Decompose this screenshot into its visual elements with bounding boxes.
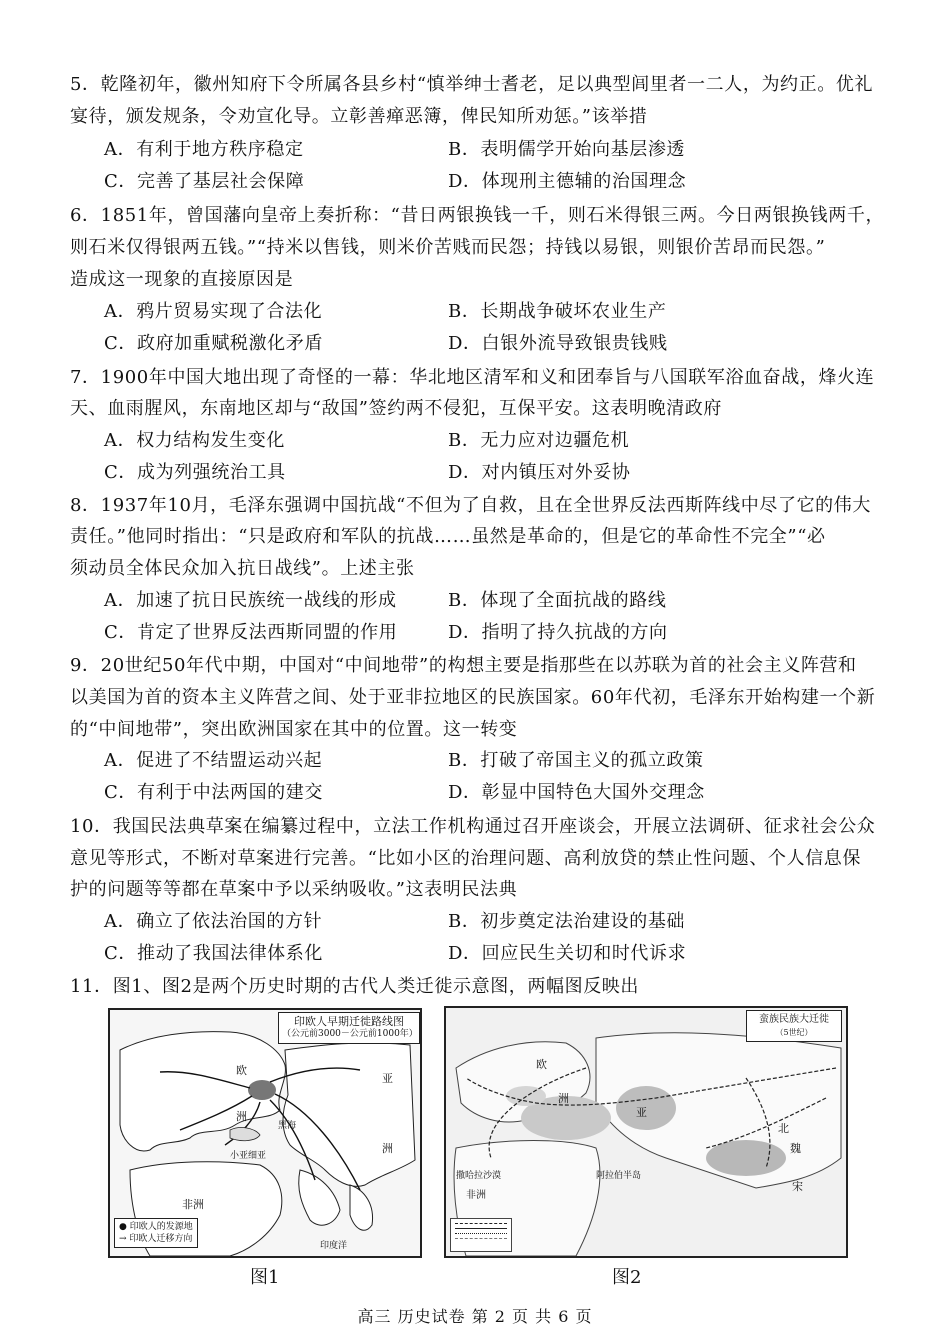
map-2-label-europe-1: 欧 [536, 1058, 547, 1071]
q8-option-d: D．指明了持久抗战的方向 [448, 622, 668, 643]
map-1-label-black-sea: 黑海 [278, 1121, 297, 1131]
q6-line-3: 造成这一现象的直接原因是 [70, 269, 294, 290]
figure-1-caption: 图1 [250, 1267, 280, 1288]
arrow-swatch-icon: → [119, 1234, 127, 1244]
map-2-label-europe-2: 洲 [558, 1092, 569, 1105]
q7-option-d: D．对内镇压对外妥协 [448, 462, 631, 483]
q8-line-3: 须动员全体民众加入抗日战线”。上述主张 [70, 558, 415, 579]
q11-line-1: 11．图1、图2是两个历史时期的古代人类迁徙示意图，两幅图反映出 [70, 976, 640, 997]
q9-line-3: 的“中间地带”，突出欧洲国家在其中的位置。这一转变 [70, 719, 518, 740]
map-2-label-wei: 魏 [790, 1142, 801, 1155]
map-2-label-sahara: 撒哈拉沙漠 [456, 1171, 502, 1181]
q9-option-b: B．打破了帝国主义的孤立政策 [448, 750, 704, 771]
map-1-title-box [278, 1012, 420, 1044]
map-1-legend-item-direction [119, 1233, 193, 1245]
q6-option-a: A．鸦片贸易实现了合法化 [104, 301, 323, 322]
q7-line-2: 天、血雨腥风，东南地区却与“敌国”签约两不侵犯，互保平安。这表明晚清政府 [70, 398, 723, 419]
map-1-label-indian-ocean: 印度洋 [320, 1241, 348, 1251]
q7-option-b: B．无力应对边疆危机 [448, 430, 630, 451]
q5-option-c: C．完善了基层社会保障 [104, 171, 305, 192]
q5-option-d: D．体现刑主德辅的治国理念 [448, 171, 687, 192]
q6-option-c: C．政府加重赋税激化矛盾 [104, 333, 323, 354]
q8-line-2: 责任。”他同时指出：“只是政府和军队的抗战……虽然是革命的，但是它的革命性不完全”“必 [70, 526, 826, 547]
q6-option-b: B．长期战争破坏农业生产 [448, 301, 667, 322]
map-figure-2 [444, 1006, 848, 1258]
q9-option-c: C．有利于中法两国的建交 [104, 782, 323, 803]
q10-line-1: 10．我国民法典草案在编纂过程中，立法工作机构通过召开座谈会，开展立法调研、征求社会公众 [70, 816, 876, 837]
q6-option-d: D．白银外流导致银贵钱贱 [448, 333, 668, 354]
map-2-label-song: 宋 [792, 1180, 803, 1193]
q10-line-3: 护的问题等等都在草案中予以采纳吸收。”这表明民法典 [70, 879, 518, 900]
map-1-legend-direction-label: 印欧人迁移方向 [129, 1234, 193, 1244]
q10-option-b: B．初步奠定法治建设的基础 [448, 911, 686, 932]
q5-option-b: B．表明儒学开始向基层渗透 [448, 139, 686, 160]
q7-option-c: C．成为列强统治工具 [104, 462, 286, 483]
map-1-label-asia-minor: 小亚细亚 [230, 1151, 267, 1161]
figure-2-caption: 图2 [612, 1267, 642, 1288]
q6-line-2: 则石米仅得银两五钱。”“持米以售钱，则米价苦贱而民怨；持钱以易银，则银价苦昂而民怨。” [70, 237, 826, 258]
map-2-label-asia: 亚 [636, 1106, 647, 1119]
q9-line-1: 9．20世纪50年代中期，中国对“中间地带”的构想主要是指那些在以苏联为首的社会主义阵营和 [70, 655, 857, 676]
q7-line-1: 7．1900年中国大地出现了奇怪的一幕：华北地区清军和义和团奉旨与八国联军浴血奋战，烽火连 [70, 367, 875, 388]
map-1-label-africa: 非洲 [182, 1198, 204, 1211]
map-2-legend-box [450, 1218, 512, 1252]
map-2-subtitle: （5世纪） [775, 1028, 813, 1037]
map-1-title: 印欧人早期迁徙路线图 [294, 1015, 404, 1028]
page-footer: 高三 历史试卷 第 2 页 共 6 页 [357, 1307, 593, 1326]
map-2-title: 蛮族民族大迁徙 [759, 1014, 829, 1025]
q9-line-2: 以美国为首的资本主义阵营之间、处于亚非拉地区的民族国家。60年代初，毛泽东开始构建一个新 [70, 687, 876, 708]
q6-line-1: 6．1851年，曾国藩向皇帝上奏折称：“昔日两银换钱一千，则石米得银三两。今日两银换钱两千， [70, 205, 885, 226]
q5-line-2: 宴待，颁发规条，令劝宣化导。立彰善瘅恶簿，俾民知所劝惩。”该举措 [70, 106, 648, 127]
q5-option-a: A．有利于地方秩序稳定 [104, 139, 304, 160]
q9-option-a: A．促进了不结盟运动兴起 [104, 750, 323, 771]
map-1-legend-item-origin [119, 1221, 193, 1233]
q8-option-b: B．体现了全面抗战的路线 [448, 590, 667, 611]
q8-option-a: A．加速了抗日民族统一战线的形成 [104, 590, 397, 611]
q8-option-c: C．肯定了世界反法西斯同盟的作用 [104, 622, 398, 643]
q10-option-d: D．回应民生关切和时代诉求 [448, 943, 687, 964]
q10-line-2: 意见等形式，不断对草案进行完善。“比如小区的治理问题、高利放贷的禁止性问题、个人信息保 [70, 848, 861, 869]
q10-option-a: A．确立了依法治国的方针 [104, 911, 323, 932]
q10-option-c: C．推动了我国法律体系化 [104, 943, 323, 964]
q7-option-a: A．权力结构发生变化 [104, 430, 285, 451]
map-1-label-europe-1: 欧 [236, 1064, 247, 1077]
map-1-subtitle: （公元前3000－公元前1000年） [282, 1029, 418, 1039]
map-2-label-africa: 非洲 [466, 1190, 486, 1201]
q5-line-1: 5．乾隆初年，徽州知府下令所属各县乡村“慎举绅士耆老，足以典型闾里者一二人，为约正。优礼 [70, 74, 874, 95]
q8-line-1: 8．1937年10月，毛泽东强调中国抗战“不但为了自救，且在全世界反法西斯阵线中尽了它的伟大 [70, 495, 871, 516]
map-1-legend-origin-label: 印欧人的发源地 [129, 1222, 193, 1232]
map-1-label-asia-1: 亚 [382, 1072, 393, 1085]
map-2-label-north: 北 [778, 1122, 789, 1135]
map-figure-1 [108, 1008, 422, 1258]
map-1-legend [114, 1218, 198, 1248]
map-1-label-europe-2: 洲 [236, 1110, 247, 1123]
map-1-label-asia-2: 洲 [382, 1142, 393, 1155]
map-2-title-box [746, 1010, 842, 1042]
map-2-label-arabia: 阿拉伯半岛 [596, 1171, 642, 1181]
origin-swatch-icon: ● [119, 1222, 127, 1232]
q9-option-d: D．彰显中国特色大国外交理念 [448, 782, 705, 803]
